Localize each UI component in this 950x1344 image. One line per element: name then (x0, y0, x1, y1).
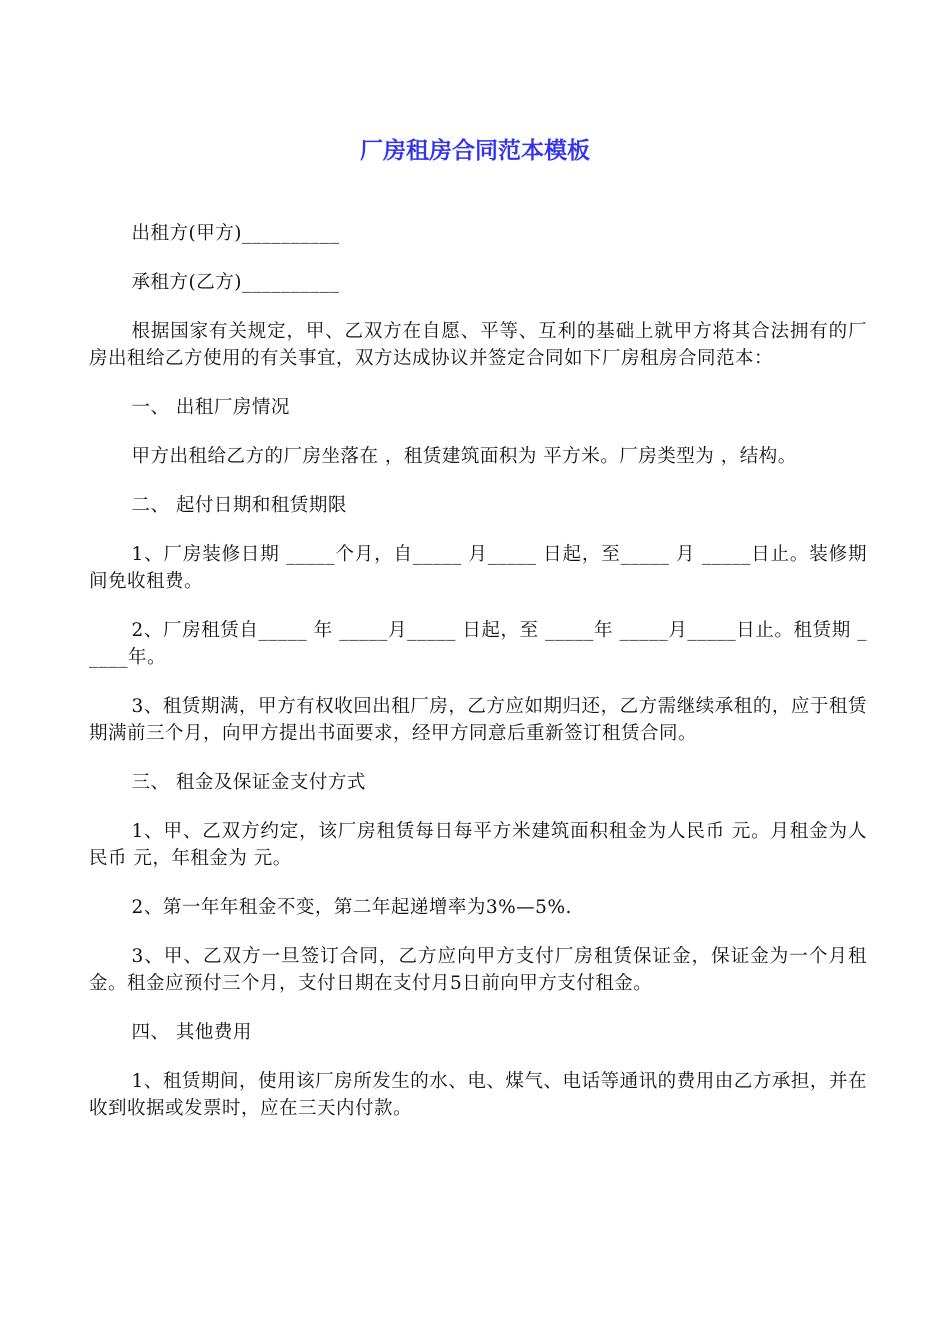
document-body (89, 220, 867, 1144)
preamble-paragraph: 根据国家有关规定，甲、乙双方在自愿、平等、互利的基础上就甲方将其合法拥有的厂房出租给乙方使用的有关事宜，双方达成协议并签定合同如下厂房租房合同范本： (89, 321, 867, 369)
section-2-clause-2: 2、厂房租赁自_____ 年 _____月_____ 日起，至 _____年 _____月_____日止。租赁期 _____年。 (89, 620, 867, 668)
section-4-clause-1: 1、租赁期间，使用该厂房所发生的水、电、煤气、电话等通讯的费用由乙方承担，并在收到收据或发票时，应在三天内付款。 (89, 1071, 867, 1119)
lessee-line: 承租方(乙方)__________ (131, 272, 340, 293)
section-1-paragraph: 甲方出租给乙方的厂房坐落在 ，租赁建筑面积为 平方米。厂房类型为 ，结构。 (131, 446, 797, 467)
section-3-clause-1: 1、甲、乙双方约定，该厂房租赁每日每平方米建筑面积租金为人民币 元。月租金为人民币 元，年租金为 元。 (89, 821, 867, 869)
section-2-clause-3: 3、租赁期满，甲方有权收回出租厂房，乙方应如期归还，乙方需继续承租的，应于租赁期满前三个月，向甲方提出书面要求，经甲方同意后重新签订租赁合同。 (89, 696, 867, 744)
document-title: 厂房租房合同范本模板 (360, 138, 590, 164)
lessor-line: 出租方(甲方)__________ (131, 223, 340, 244)
section-3-clause-3: 3、甲、乙双方一旦签订合同，乙方应向甲方支付厂房租赁保证金，保证金为一个月租金。租金应预付三个月，支付日期在支付月5日前向甲方支付租金。 (89, 946, 867, 994)
section-3-clause-2: 2、第一年年租金不变，第二年起递增率为3%—5%. (131, 897, 572, 918)
section-2-clause-1: 1、厂房装修日期 _____个月，自_____ 月_____ 日起，至_____ 月 _____日止。装修期间免收租费。 (89, 544, 867, 592)
section-heading-1: 一、 出租厂房情况 (131, 397, 290, 418)
section-heading-4: 四、 其他费用 (131, 1022, 252, 1043)
section-heading-2: 二、 起付日期和租赁期限 (131, 495, 347, 516)
section-heading-3: 三、 租金及保证金支付方式 (131, 772, 366, 793)
